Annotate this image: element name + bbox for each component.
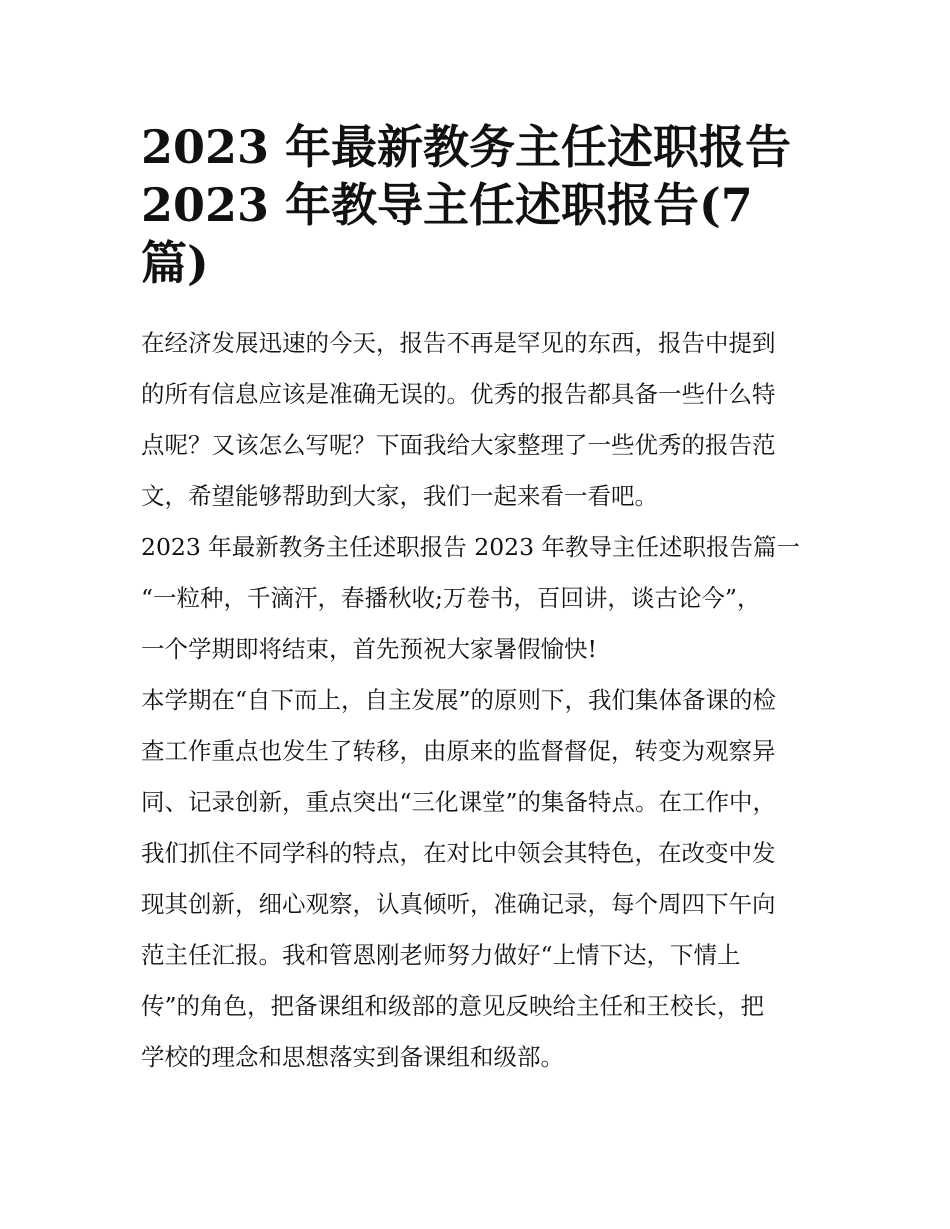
section-heading-text: 2023 年最新教务主任述职报告 2023 年教导主任述职报告篇一 bbox=[141, 533, 801, 561]
body-paragraph bbox=[141, 675, 813, 1083]
document-title bbox=[141, 118, 813, 292]
intro-paragraph bbox=[141, 318, 813, 522]
text-line: 在经济发展迅速的今天，报告不再是罕见的东西，报告中提到 bbox=[141, 329, 776, 357]
document-page bbox=[141, 118, 813, 1083]
text-line: 查工作重点也发生了转移，由原来的监督督促，转变为观察异 bbox=[141, 737, 776, 765]
text-line: 传”的角色，把备课组和级部的意见反映给主任和王校长，把 bbox=[141, 992, 765, 1020]
quote-paragraph bbox=[141, 573, 813, 675]
text-line: 现其创新，细心观察，认真倾听，准确记录，每个周四下午向 bbox=[141, 890, 776, 918]
text-line: 的所有信息应该是准确无误的。优秀的报告都具备一些什么特 bbox=[141, 380, 776, 408]
text-line: 我们抓住不同学科的特点，在对比中领会其特色，在改变中发 bbox=[141, 839, 776, 867]
text-line: 学校的理念和思想落实到备课组和级部。 bbox=[141, 1043, 564, 1071]
text-line: “一粒种，千滴汗，春播秋收;万卷书，百回讲，谈古论今”， bbox=[141, 584, 761, 612]
text-line: 一个学期即将结束，首先预祝大家暑假愉快! bbox=[141, 635, 597, 663]
document-body bbox=[141, 318, 813, 1083]
text-line: 文，希望能够帮助到大家，我们一起来看一看吧。 bbox=[141, 482, 658, 510]
title-line: 2023 年教导主任述职报告(7 bbox=[141, 178, 753, 232]
title-line: 篇) bbox=[141, 236, 209, 290]
text-line: 同、记录创新，重点突出“三化课堂”的集备特点。在工作中， bbox=[141, 788, 777, 816]
text-line: 本学期在“自下而上，自主发展”的原则下，我们集体备课的检 bbox=[141, 686, 777, 714]
section-heading bbox=[141, 522, 813, 573]
text-line: 点呢？又该怎么写呢？下面我给大家整理了一些优秀的报告范 bbox=[141, 431, 776, 459]
title-line: 2023 年最新教务主任述职报告 bbox=[141, 120, 792, 174]
text-line: 范主任汇报。我和管恩刚老师努力做好“上情下达，下情上 bbox=[141, 941, 741, 969]
